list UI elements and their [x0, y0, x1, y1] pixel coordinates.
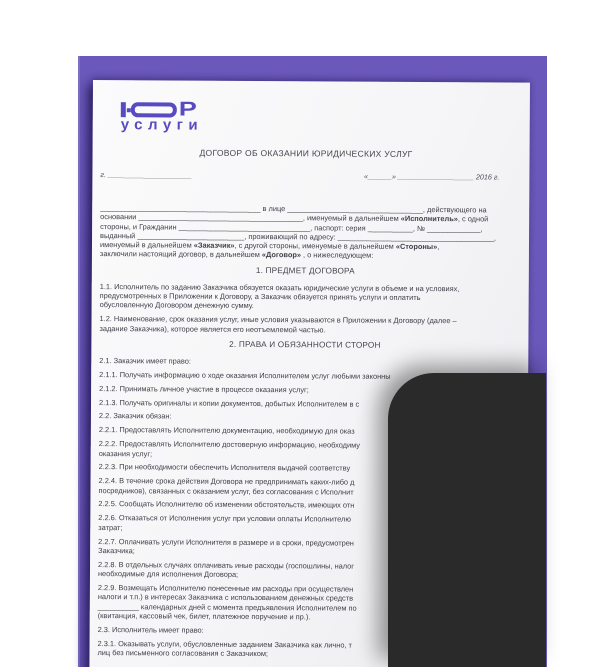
text-line: 2.2.6. Отказаться от Исполнения услуг при условии оплаты Исполнителю [98, 513, 351, 524]
text-line: 2.1. Заказчик имеет право: [99, 355, 191, 366]
logo-yu-oval-icon [131, 102, 177, 117]
text-line: 2.1.2. Принимать личное участие в процессе оказания услуг; [99, 383, 309, 394]
text-line: стороны, и Гражданин ________________________________, паспорт: серия ___________, № _____________, [100, 221, 483, 233]
yur-uslugi-logo [120, 98, 217, 134]
text-line: 2.2.2. Предоставлять Исполнителю достоверную информацию, необходиму [98, 439, 361, 450]
text-line: 2.1.1. Получать информацию о ходе оказания Исполнителем услуг любыми законны [99, 369, 391, 381]
text-line: налоги и т.п.) в интересах Заказчика с использованием денежных средств [97, 592, 354, 603]
text-line: предусмотренных в Приложении к Договору, а Заказчик обязуется принять услуги и оплатить [99, 291, 421, 303]
text-line: 1. ПРЕДМЕТ ДОГОВОРА [255, 265, 355, 276]
section-heading [99, 339, 510, 352]
text-line: 2.2.3. При необходимости обеспечить Исполнителя выдачей соответству [98, 462, 351, 473]
text-line: __________ календарных дней с момента предъявления Исполнителем по [97, 601, 357, 613]
date-blank: «______» ___________________ 2016 г. [363, 171, 500, 182]
text-line: 2.2.5. Сообщать Исполнителю об изменении обстоятельств, имеющих отн [98, 499, 355, 511]
document-title: ДОГОВОР ОБ ОКАЗАНИИ ЮРИДИЧЕСКИХ УСЛУГ [199, 147, 413, 159]
text-line: 2.3.1. Оказывать услуги, обусловленные заданием Заказчика как лично, т [97, 638, 352, 650]
text-line: обусловленную Договором денежную сумму. [99, 300, 254, 311]
text-line: задание Заказчика), которое является его неотъемлемой частью. [99, 323, 326, 334]
text-line: именуемый в дальнейшем «Заказчик», с другой стороны, именуемые в дальнейшем «Стороны», [99, 240, 440, 252]
text-line: лиц без письменного согласования с Заказчиком; [97, 647, 269, 658]
text-line: 2.2. Заказчик обязан: [98, 411, 172, 421]
place-blank: г. _____________________ [100, 170, 192, 180]
text-line: 2.2.9. Возмещать Исполнителю понесенные им расходы при осуществлен [97, 582, 354, 594]
text-line: _______________________________________ в лице _________________________________, действующего на [100, 203, 487, 215]
text-line: посредников), связанных с оказанием услуг, без согласования с Исполнит [98, 485, 354, 497]
text-line: 2.2.8. В отдельных случаях оплачивать иные расходы (госпошлины, налог [98, 559, 355, 571]
text-line: выданный __________________________, проживающий по адресу: ______________________________________, [100, 230, 497, 243]
text-line: оказания услуг; [98, 448, 153, 458]
text-line: 2. ПРАВА И ОБЯЗАННОСТИ СТОРОН [229, 339, 381, 350]
date-row [100, 170, 511, 182]
text-line: 2.1.3. Получать оригиналы и копии документов, добытых Исполнителем в с [99, 397, 360, 409]
logo-yu-bar-icon [121, 102, 126, 117]
dark-overlay-card [388, 373, 546, 667]
text-line: затрат; [98, 522, 123, 532]
text-line: 2.2.1. Предоставлять Исполнителю документацию, необходимую для оказ [98, 425, 355, 436]
text-line: 2.2.7. Оплачивать услуги Исполнителя в размере и в сроки, предусмотрен [98, 536, 354, 548]
text-line: 2.3. Исполнитель имеет право: [97, 624, 204, 635]
text-line: 2.2.4. В течение срока действия Договора не предпринимать каких-либо д [98, 476, 355, 487]
section-heading [100, 265, 511, 278]
paragraph [99, 356, 510, 368]
paragraph [100, 203, 511, 261]
text-line: (квитанция, кассовый чек, билет, платежное поручение и пр.). [97, 610, 311, 622]
text-line: 1.1. Исполнитель по заданию Заказчика обязуется оказать юридические услуги в объеме и на условиях, [99, 281, 460, 294]
text-line: заключили настоящий договор, в дальнейшем «Договор» , о нижеследующем: [99, 249, 374, 261]
text-line: 1.2. Наименование, срок оказания услуг, иные условия указываются в Приложении к Договору (далее – [99, 314, 457, 326]
text-line: основании ________________________________________, именуемый в дальнейшем «Исполнитель», с одной [100, 212, 489, 224]
paragraph [100, 282, 511, 312]
text-line: необходимые для исполнения Договора; [97, 569, 239, 579]
text-line: Заказчика; [98, 545, 135, 556]
logo-word: услуги [120, 116, 204, 134]
logo-r-letter: Р [178, 98, 197, 121]
paragraph [99, 314, 510, 335]
